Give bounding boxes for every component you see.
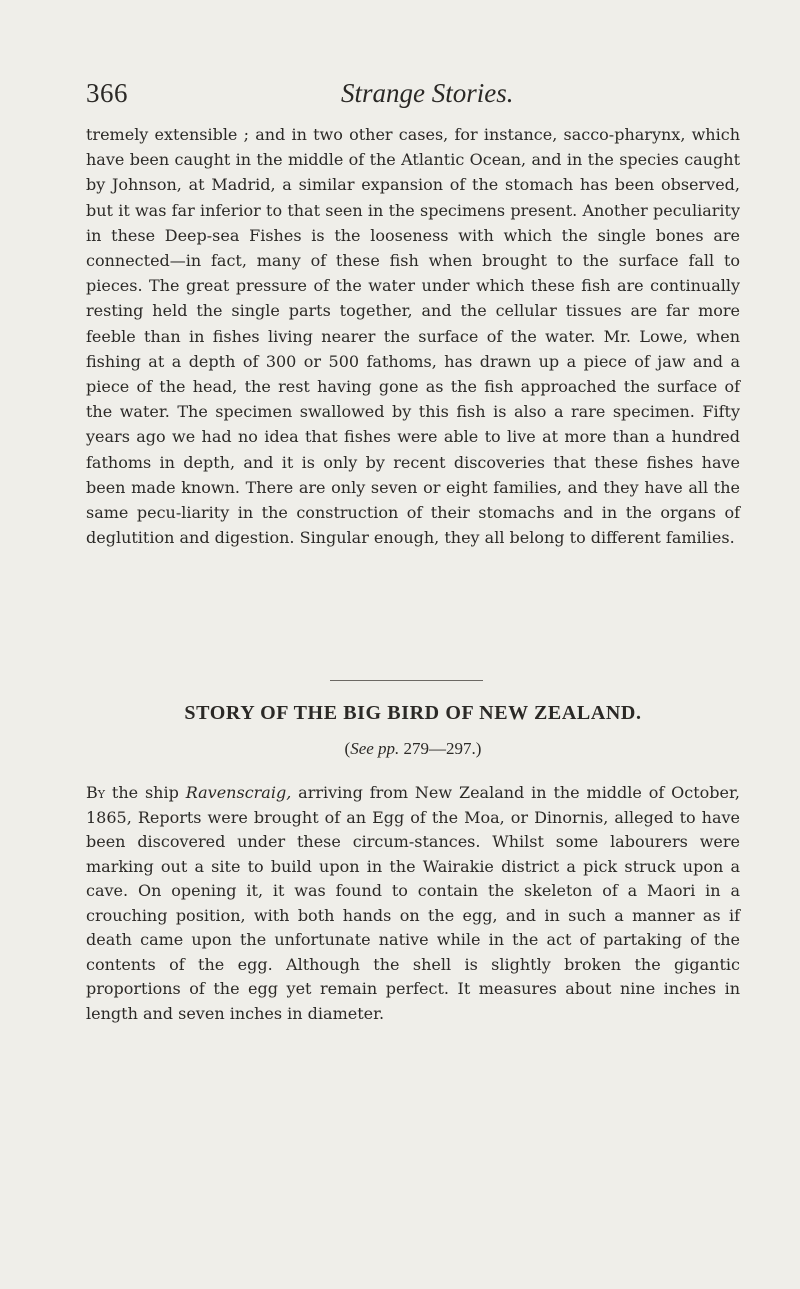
section-title: STORY OF THE BIG BIRD OF NEW ZEALAND. [184,702,642,724]
story-lead-word: By [86,783,106,802]
story-text-b: arriving from New Zealand in the middle of October, 1865, Reports were brought of an Egg of the Moa, or Dinornis, alleged to have been discovered under these circum-stances. Whilst some labourers were marking out a site to build upon in the Wairakie district a pick struck upon a cave. On opening it, it was found to contain the skeleton of a Maori in a crouching position, with both hands on the egg, and in such a manner as if death came upon the unfortunate native while in the act of partaking of the contents of the egg. Although the shell is slightly broken the gigantic proportions of the egg yet remain perfect. It measures about nine inches in length and seven inches in diameter. [86,783,740,1023]
running-title: Strange Stories. [341,78,514,108]
section-page-reference [86,739,740,759]
section-divider [330,680,483,681]
ref-pages: 279—297.) [399,739,482,758]
paragraph-deep-sea-fishes: tremely extensible ; and in two other cases, for instance, sacco-pharynx, which have been caught in the middle of the Atlantic Ocean, and in the species caught by Johnson, at Madrid, a similar expansion of the stomach has been observed, but it was far inferior to that seen in the specimens present. Another peculiarity in these Deep-sea Fishes is the looseness with which the single bones are connected—in fact, many of these fish when brought to the surface fall to pieces. The great pressure of the water under which these fish are continually resting held the single parts together, and the cellular tissues are far more feeble than in fishes living nearer the surface of the water. Mr. Lowe, when fishing at a depth of 300 or 500 fathoms, has drawn up a piece of jaw and a piece of the head, the rest having gone as the fish approached the surface of the water. The specimen swallowed by this fish is also a rare specimen. Fifty years ago we had no idea that fishes were able to live at more than a hundred fathoms in depth, and it is only by recent discoveries that these fishes have been made known. There are only seven or eight families, and they have all the same pecu-liarity in the construction of their stomachs and in the organs of deglutition and digestion. Singular enough, they all belong to different families. [86,125,740,548]
paragraph-big-bird-story [86,781,740,1026]
page-number: 366 [86,78,128,108]
ref-see: See pp. [350,739,400,758]
running-head [86,78,746,118]
ref-open-paren: ( [344,739,351,758]
story-text-a: the ship [105,783,186,802]
ship-name: Ravenscraig, [185,783,292,802]
